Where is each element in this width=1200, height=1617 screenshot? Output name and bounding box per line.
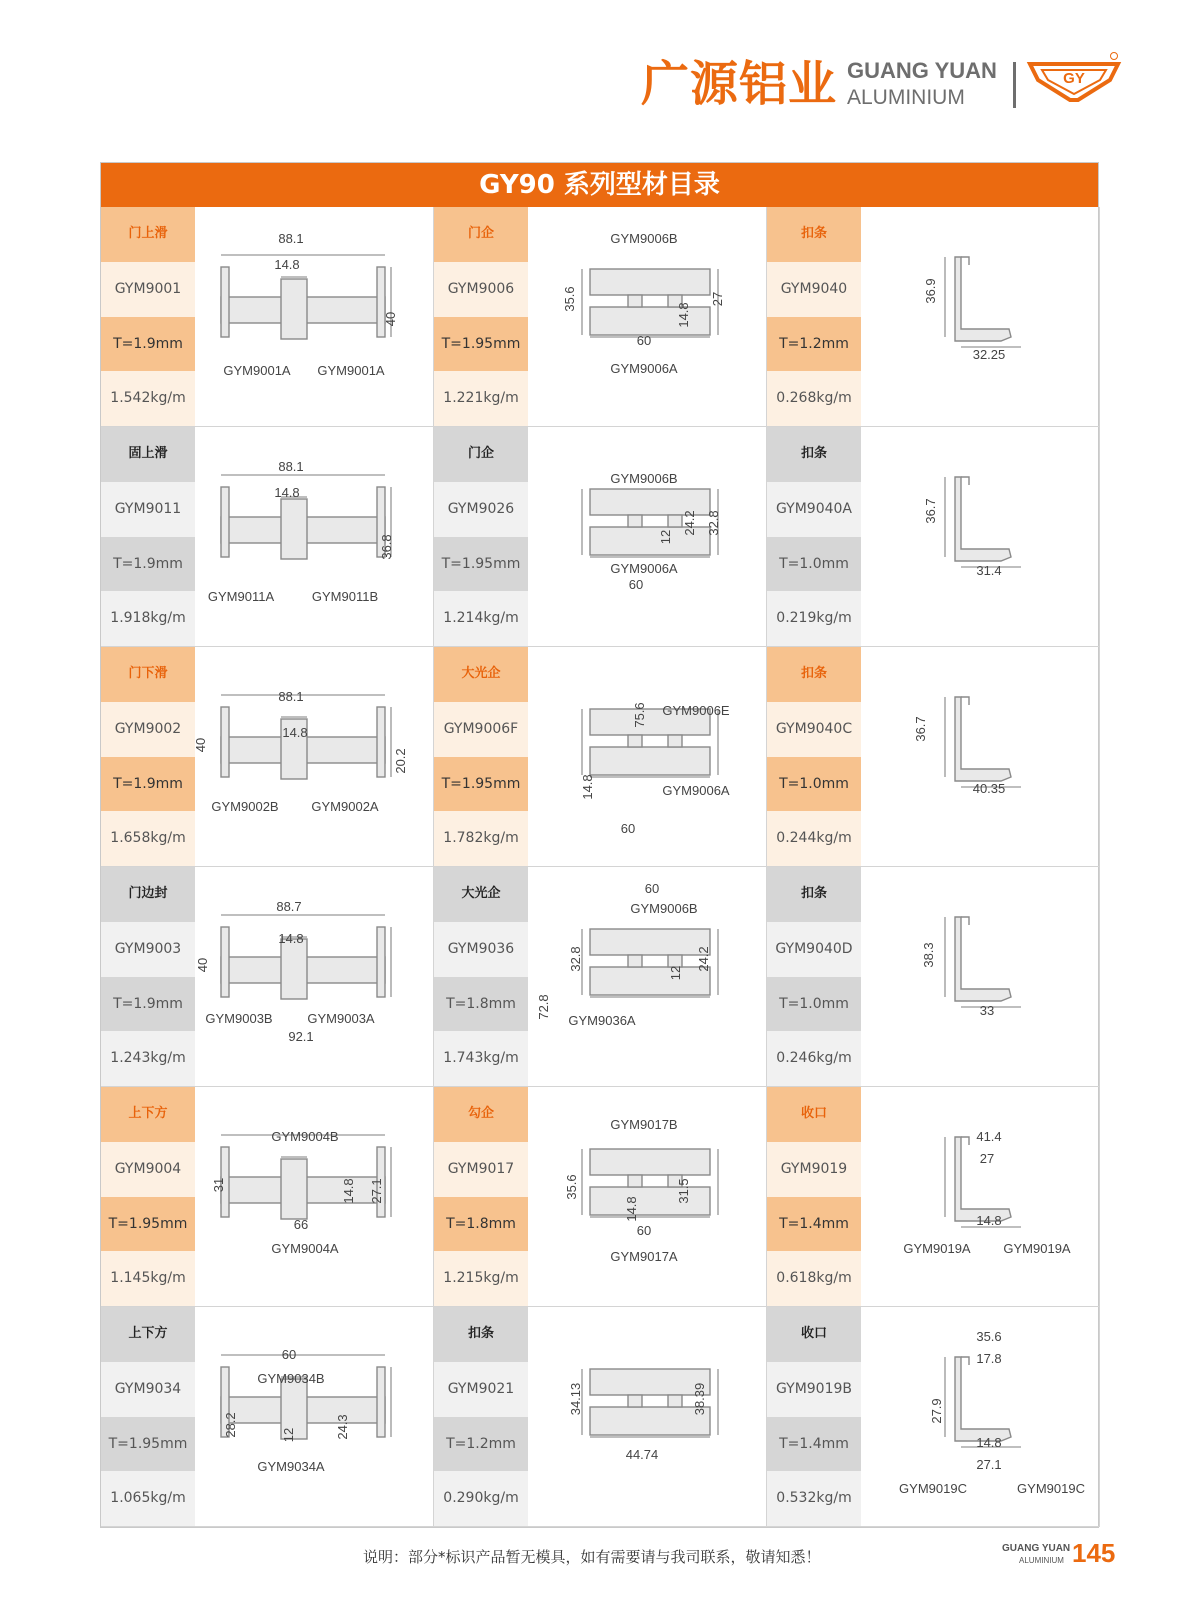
profile-cross-section: [861, 647, 1099, 866]
profile-thickness: T=1.9mm: [101, 317, 195, 372]
dimension-label: GYM9002A: [311, 799, 379, 814]
profile-cell: [434, 1307, 767, 1527]
profile-cell: [101, 427, 434, 647]
profile-info-column: [767, 1087, 861, 1306]
profile-cross-section: [195, 207, 433, 426]
profile-info-column: [101, 867, 195, 1086]
profile-cell: [434, 1087, 767, 1307]
dimension-label: GYM9036A: [568, 1013, 636, 1028]
dimension-label: 17.8: [976, 1351, 1002, 1366]
profile-weight: 0.219kg/m: [767, 591, 861, 646]
profile-name: 门企: [434, 207, 528, 262]
dimension-label: 14.8: [676, 302, 691, 328]
profile-info-column: [101, 1307, 195, 1526]
profile-info-column: [101, 427, 195, 646]
profile-thickness: T=1.9mm: [101, 537, 195, 592]
profile-weight: 1.918kg/m: [101, 591, 195, 646]
profile-name: 上下方: [101, 1307, 195, 1362]
profile-cross-section: [195, 427, 433, 646]
profile-info-column: [434, 207, 528, 426]
dimension-label: 38.3: [921, 942, 936, 968]
profile-cross-section: [861, 1307, 1099, 1526]
profile-name: 扣条: [767, 867, 861, 922]
dimension-label: 35.6: [562, 286, 577, 312]
profile-cell: [434, 647, 767, 867]
profile-drawing: [861, 1087, 1099, 1306]
profile-cell: [434, 867, 767, 1087]
page-number: 145: [1072, 1538, 1116, 1568]
profile-info-column: [434, 427, 528, 646]
profile-cell: [101, 647, 434, 867]
dimension-label: GYM9034B: [257, 1371, 325, 1386]
profile-thickness: T=1.95mm: [101, 1417, 195, 1472]
dimension-label: 38.39: [692, 1382, 707, 1416]
dimension-label: 88.1: [278, 231, 304, 246]
profile-weight: 0.532kg/m: [767, 1471, 861, 1526]
profile-name: 扣条: [767, 427, 861, 482]
profile-code: GYM9017: [434, 1142, 528, 1197]
dimension-label: 27.1: [369, 1178, 384, 1204]
dimension-label: 14.8: [274, 257, 300, 272]
dimension-label: GYM9019A: [1003, 1241, 1071, 1256]
profile-code: GYM9040A: [767, 482, 861, 537]
profile-code: GYM9040: [767, 262, 861, 317]
dimension-label: 35.6: [976, 1329, 1002, 1344]
profile-thickness: T=1.9mm: [101, 977, 195, 1032]
footer-brand-line2: ALUMINIUM: [1019, 1556, 1064, 1565]
profile-code: GYM9040C: [767, 702, 861, 757]
dimension-label: 33: [979, 1003, 995, 1018]
profile-drawing: [195, 647, 433, 866]
dimension-label: 40: [383, 311, 398, 327]
brand-logo-icon: [1026, 50, 1122, 110]
profile-weight: 0.244kg/m: [767, 811, 861, 866]
profile-thickness: T=1.8mm: [434, 1197, 528, 1252]
profile-drawing: [861, 647, 1099, 866]
dimension-label: GYM9006A: [610, 361, 678, 376]
profile-weight: 1.782kg/m: [434, 811, 528, 866]
dimension-label: 60: [636, 1223, 652, 1238]
profile-info-column: [767, 1307, 861, 1526]
profile-name: 门下滑: [101, 647, 195, 702]
profile-info-column: [101, 647, 195, 866]
dimension-label: 14.8: [976, 1435, 1002, 1450]
profile-cross-section: [528, 867, 766, 1086]
profile-cell: [434, 427, 767, 647]
profile-cross-section: [861, 207, 1099, 426]
dimension-label: GYM9003B: [205, 1011, 273, 1026]
profile-code: GYM9021: [434, 1362, 528, 1417]
profile-info-column: [101, 1087, 195, 1306]
profile-name: 收口: [767, 1087, 861, 1142]
profile-weight: 1.243kg/m: [101, 1031, 195, 1086]
page-header: [0, 0, 1200, 130]
profile-weight: 0.618kg/m: [767, 1251, 861, 1306]
dimension-label: 88.7: [276, 899, 302, 914]
dimension-label: 36.8: [379, 534, 394, 560]
profile-drawing: [861, 1307, 1099, 1526]
profile-drawing: [528, 1087, 766, 1306]
svg-text:GY: GY: [1063, 70, 1085, 87]
brand-name-cn: 广源铝业: [641, 56, 838, 112]
profile-thickness: T=1.95mm: [434, 537, 528, 592]
profile-name: 大光企: [434, 647, 528, 702]
profile-cell: [767, 647, 1100, 867]
profile-cross-section: [528, 647, 766, 866]
profile-name: 上下方: [101, 1087, 195, 1142]
profile-thickness: T=1.95mm: [434, 317, 528, 372]
profile-name: 大光企: [434, 867, 528, 922]
profile-drawing: [861, 207, 1099, 426]
profile-info-column: [767, 427, 861, 646]
profile-name: 勾企: [434, 1087, 528, 1142]
dimension-label: 41.4: [976, 1129, 1002, 1144]
profile-thickness: T=1.2mm: [767, 317, 861, 372]
dimension-label: 32.8: [706, 510, 721, 536]
profile-cell: [767, 1087, 1100, 1307]
dimension-label: 72.8: [536, 994, 551, 1020]
profile-info-column: [767, 647, 861, 866]
catalog-title: GY90 系列型材目录: [101, 163, 1098, 207]
dimension-label: 40: [195, 957, 210, 973]
profile-code: GYM9001: [101, 262, 195, 317]
dimension-label: 14.8: [278, 931, 304, 946]
profile-thickness: T=1.8mm: [434, 977, 528, 1032]
dimension-label: 60: [620, 821, 636, 836]
dimension-label: 44.74: [625, 1447, 659, 1462]
profile-cell: [101, 867, 434, 1087]
profile-cell: [101, 1087, 434, 1307]
profile-thickness: T=1.95mm: [101, 1197, 195, 1252]
profile-thickness: T=1.95mm: [434, 757, 528, 812]
profile-code: GYM9006F: [434, 702, 528, 757]
profile-code: GYM9002: [101, 702, 195, 757]
dimension-label: GYM9011A: [207, 589, 275, 604]
profile-info-column: [434, 647, 528, 866]
dimension-label: 60: [628, 577, 644, 592]
profile-cross-section: [861, 1087, 1099, 1306]
profile-weight: 1.658kg/m: [101, 811, 195, 866]
profile-thickness: T=1.2mm: [434, 1417, 528, 1472]
dimension-label: GYM9019C: [899, 1481, 967, 1496]
profile-name: 收口: [767, 1307, 861, 1362]
dimension-label: 35.6: [564, 1174, 579, 1200]
profile-cross-section: [861, 427, 1099, 646]
profile-code: GYM9019B: [767, 1362, 861, 1417]
profile-drawing: [528, 647, 766, 866]
dimension-label: GYM9011B: [311, 589, 379, 604]
profile-cross-section: [195, 867, 433, 1086]
profile-name: 扣条: [767, 647, 861, 702]
profile-drawing: [195, 427, 433, 646]
profile-code: GYM9019: [767, 1142, 861, 1197]
dimension-label: 66: [293, 1217, 309, 1232]
profile-weight: 0.290kg/m: [434, 1471, 528, 1526]
profile-cell: [767, 207, 1100, 427]
profile-name: 门企: [434, 427, 528, 482]
dimension-label: 12: [668, 965, 683, 981]
dimension-label: 24.2: [682, 510, 697, 536]
dimension-label: 60: [636, 333, 652, 348]
profile-code: GYM9004: [101, 1142, 195, 1197]
dimension-label: 36.7: [913, 716, 928, 742]
dimension-label: GYM9001A: [317, 363, 385, 378]
profile-weight: 0.268kg/m: [767, 371, 861, 426]
profile-cross-section: [195, 647, 433, 866]
dimension-label: GYM9004A: [271, 1241, 339, 1256]
dimension-label: 14.8: [282, 725, 308, 740]
dimension-label: GYM9006B: [630, 901, 698, 916]
dimension-label: GYM9001A: [223, 363, 291, 378]
profile-name: 固上滑: [101, 427, 195, 482]
profile-drawing: [195, 867, 433, 1086]
dimension-label: 20.2: [393, 748, 408, 774]
dimension-label: GYM9006A: [610, 561, 678, 576]
profile-weight: 1.542kg/m: [101, 371, 195, 426]
profile-drawing: [861, 427, 1099, 646]
profile-name: 扣条: [434, 1307, 528, 1362]
dimension-label: GYM9004B: [271, 1129, 339, 1144]
footer-note: 说明：部分*标识产品暂无模具，如有需要请与我司联系，敬请知悉！: [363, 1548, 821, 1566]
profile-weight: 0.246kg/m: [767, 1031, 861, 1086]
profile-cross-section: [528, 207, 766, 426]
profile-weight: 1.145kg/m: [101, 1251, 195, 1306]
profile-thickness: T=1.0mm: [767, 757, 861, 812]
dimension-label: 14.8: [341, 1178, 356, 1204]
profile-cell: [101, 207, 434, 427]
brand-divider: [1013, 62, 1016, 108]
profile-cross-section: [861, 867, 1099, 1086]
dimension-label: 14.8: [624, 1196, 639, 1222]
dimension-label: 27: [979, 1151, 995, 1166]
profile-name: 门上滑: [101, 207, 195, 262]
dimension-label: 40.35: [972, 781, 1006, 796]
profile-thickness: T=1.0mm: [767, 977, 861, 1032]
profile-cross-section: [528, 427, 766, 646]
dimension-label: 88.1: [278, 459, 304, 474]
dimension-label: GYM9006A: [662, 783, 730, 798]
profile-code: GYM9040D: [767, 922, 861, 977]
profile-drawing: [195, 1087, 433, 1306]
profile-info-column: [767, 867, 861, 1086]
profile-code: GYM9006: [434, 262, 528, 317]
dimension-label: 32.8: [568, 946, 583, 972]
dimension-label: 34.13: [568, 1382, 583, 1416]
profile-code: GYM9026: [434, 482, 528, 537]
profile-drawing: [528, 427, 766, 646]
dimension-label: 14.8: [580, 774, 595, 800]
profile-info-column: [767, 207, 861, 426]
profile-info-column: [434, 1087, 528, 1306]
profile-cell: [434, 207, 767, 427]
profile-catalog-table: [100, 162, 1099, 1528]
profile-drawing: [861, 867, 1099, 1086]
dimension-label: GYM9003A: [307, 1011, 375, 1026]
profile-thickness: T=1.9mm: [101, 757, 195, 812]
dimension-label: 28.2: [223, 1412, 238, 1438]
dimension-label: 24.2: [696, 946, 711, 972]
dimension-label: 27: [710, 291, 725, 307]
dimension-label: 36.9: [923, 278, 938, 304]
dimension-label: GYM9034A: [257, 1459, 325, 1474]
profile-info-column: [434, 1307, 528, 1526]
profile-weight: 1.065kg/m: [101, 1471, 195, 1526]
profile-cell: [767, 427, 1100, 647]
profile-thickness: T=1.4mm: [767, 1417, 861, 1472]
profile-code: GYM9003: [101, 922, 195, 977]
profile-weight: 1.214kg/m: [434, 591, 528, 646]
dimension-label: GYM9017A: [610, 1249, 678, 1264]
profile-name: 扣条: [767, 207, 861, 262]
profile-drawing: [195, 1307, 433, 1526]
dimension-label: 32.25: [972, 347, 1006, 362]
dimension-label: GYM9002B: [211, 799, 279, 814]
profile-cross-section: [528, 1087, 766, 1306]
profile-code: GYM9034: [101, 1362, 195, 1417]
brand-name-en-line1: GUANG YUAN: [847, 58, 997, 83]
footer-brand-line1: GUANG YUAN: [1002, 1543, 1071, 1554]
dimension-label: 60: [281, 1347, 297, 1362]
dimension-label: GYM9006B: [610, 471, 678, 486]
profile-name: 门边封: [101, 867, 195, 922]
dimension-label: 75.6: [632, 702, 647, 728]
dimension-label: 36.7: [923, 498, 938, 524]
profile-thickness: T=1.0mm: [767, 537, 861, 592]
dimension-label: GYM9006E: [662, 703, 730, 718]
dimension-label: 88.1: [278, 689, 304, 704]
profile-drawing: [528, 867, 766, 1086]
brand-name-en-line2: ALUMINIUM: [847, 86, 965, 109]
profile-cross-section: [195, 1087, 433, 1306]
profile-cell: [767, 1307, 1100, 1527]
dimension-label: 31.5: [676, 1178, 691, 1204]
dimension-label: GYM9019A: [903, 1241, 971, 1256]
profile-drawing: [195, 207, 433, 426]
profile-cell: [767, 867, 1100, 1087]
profile-weight: 1.221kg/m: [434, 371, 528, 426]
dimension-label: GYM9017B: [610, 1117, 678, 1132]
profile-info-column: [434, 867, 528, 1086]
dimension-label: 60: [644, 881, 660, 896]
dimension-label: 27.1: [976, 1457, 1002, 1472]
dimension-label: 92.1: [288, 1029, 314, 1044]
dimension-label: GYM9006B: [610, 231, 678, 246]
dimension-label: 40: [193, 737, 208, 753]
profile-code: GYM9011: [101, 482, 195, 537]
dimension-label: 24.3: [335, 1414, 350, 1440]
profile-code: GYM9036: [434, 922, 528, 977]
dimension-label: 12: [281, 1427, 296, 1443]
profile-thickness: T=1.4mm: [767, 1197, 861, 1252]
dimension-label: 14.8: [274, 485, 300, 500]
dimension-label: GYM9019C: [1017, 1481, 1085, 1496]
dimension-label: 12: [658, 529, 673, 545]
profile-drawing: [528, 207, 766, 426]
dimension-label: 31.4: [976, 563, 1002, 578]
dimension-label: 14.8: [976, 1213, 1002, 1228]
profile-weight: 1.215kg/m: [434, 1251, 528, 1306]
profile-drawing: [528, 1307, 766, 1526]
profile-cell: [101, 1307, 434, 1527]
profile-cross-section: [195, 1307, 433, 1526]
dimension-label: 27.9: [929, 1398, 944, 1424]
dimension-label: 31: [211, 1177, 226, 1193]
profile-cross-section: [528, 1307, 766, 1526]
profile-weight: 1.743kg/m: [434, 1031, 528, 1086]
profile-info-column: [101, 207, 195, 426]
